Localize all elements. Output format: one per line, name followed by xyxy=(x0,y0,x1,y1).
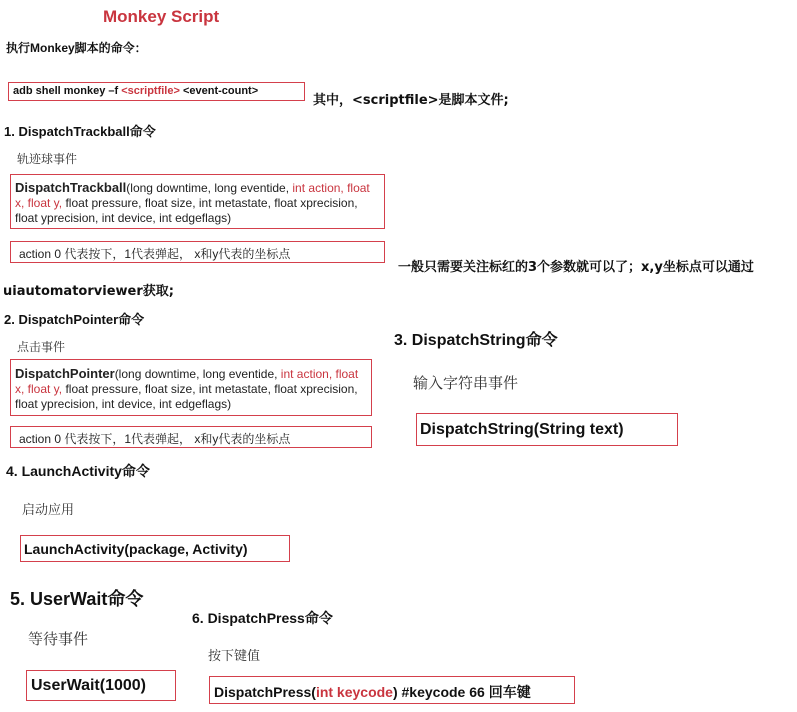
trackball-action-note: action 0 代表按下，1代表弹起， x和y代表的坐标点 xyxy=(19,247,291,261)
press-sig-name: DispatchPress( xyxy=(214,684,316,700)
string-desc: 输入字符串事件 xyxy=(413,375,519,392)
pointer-action-note: action 0 代表按下，1代表弹起， x和y代表的坐标点 xyxy=(19,432,291,446)
string-signature-box xyxy=(416,413,678,446)
command-scriptfile: <scriptfile> xyxy=(121,85,180,97)
intro-text: 执行Monkey脚本的命令： xyxy=(6,41,147,55)
userwait-signature-box xyxy=(26,670,176,701)
pointer-sig-part2: float pressure, float size, int metastate, float xprecision, float yprecision, int device, int edgeflags) xyxy=(15,382,358,411)
command-prefix: adb shell monkey –f xyxy=(13,85,122,97)
trackball-action-box xyxy=(10,241,385,263)
press-signature xyxy=(214,682,531,702)
press-signature-box xyxy=(209,676,575,704)
press-sig-end: ) #keycode 66 回车键 xyxy=(392,684,531,700)
press-desc: 按下键值 xyxy=(208,648,261,663)
pointer-signature xyxy=(15,366,369,412)
trackball-signature-box xyxy=(10,174,385,229)
trackball-sig-part1: (long downtime, long eventide, xyxy=(126,181,293,195)
trackball-signature xyxy=(15,180,381,226)
userwait-signature: UserWait(1000) xyxy=(31,677,147,694)
trackball-sig-part2: float pressure, float size, int metastate, float xprecision, float yprecision, int device, int edgeflags) xyxy=(15,196,358,225)
press-sig-red: int keycode xyxy=(315,684,393,700)
side-note-line1: 一般只需要关注标红的3个参数就可以了；x,y坐标点可以通过 xyxy=(398,260,754,275)
string-signature: DispatchString(String text) xyxy=(420,421,624,438)
page-title: Monkey Script xyxy=(103,7,220,26)
command-text xyxy=(13,85,258,97)
pointer-sig-part1: (long downtime, long eventide, xyxy=(114,367,281,381)
pointer-signature-box xyxy=(10,359,372,416)
pointer-sig-red: int action, float x, float y, xyxy=(15,367,359,396)
command-suffix: <event-count> xyxy=(179,85,259,97)
pointer-sig-name: DispatchPointer xyxy=(15,366,115,381)
pointer-heading: 2. DispatchPointer命令 xyxy=(4,312,145,327)
launch-signature-box xyxy=(20,535,290,562)
trackball-sig-name: DispatchTrackball xyxy=(15,180,127,195)
command-box xyxy=(8,82,305,101)
trackball-desc: 轨迹球事件 xyxy=(17,152,78,166)
launch-signature: LaunchActivity(package, Activity) xyxy=(24,541,248,557)
press-heading: 6. DispatchPress命令 xyxy=(192,610,333,626)
string-heading: 3. DispatchString命令 xyxy=(394,332,558,349)
pointer-desc: 点击事件 xyxy=(17,340,66,354)
command-note: 其中，<scriptfile>是脚本文件; xyxy=(313,93,509,108)
pointer-action-box xyxy=(10,426,372,448)
trackball-heading: 1. DispatchTrackball命令 xyxy=(4,124,156,139)
trackball-sig-red: int action, float x, float y, xyxy=(15,181,370,210)
userwait-heading: 5. UserWait命令 xyxy=(10,589,144,609)
launch-heading: 4. LaunchActivity命令 xyxy=(6,463,150,479)
side-note-line2: uiautomatorviewer获取; xyxy=(3,284,174,299)
launch-desc: 启动应用 xyxy=(22,502,75,517)
userwait-desc: 等待事件 xyxy=(28,631,89,648)
